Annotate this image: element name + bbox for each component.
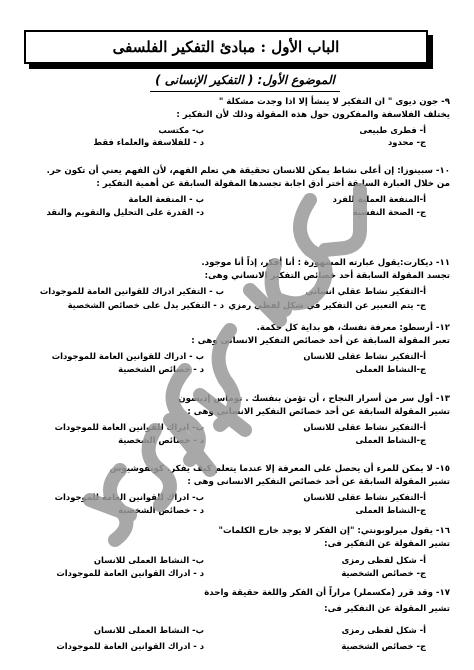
question-12-prompt: تعبر المقولة السابقة عن أحد خصائص التفكير الانسانى وهى : xyxy=(191,336,450,346)
question-16-prompt: تشير المقولة عن التفكير فى: xyxy=(324,539,450,549)
question-15-option-c: ج-النشاط العملى xyxy=(355,505,426,515)
question-11-prompt: تجسد المقولة السابقة أحد خصائص التفكير الانساني وهى: xyxy=(204,271,450,281)
question-13-prompt: تشير المقولة السابقة عن أحد خصائص التفكير الانسانى وهى : xyxy=(187,407,450,417)
question-11-option-a: أ-التفكير نشاط عقلي انساني xyxy=(305,286,426,296)
question-9-statement: ٩- جون ديوى " ان التفكير لا ينشأ إلا اذا وجدت مشكلة " xyxy=(218,97,450,107)
question-17-statement: ١٧- وقد قرر (مكسملر) مراراً أن الفكر واللغة حقيقة واحدة xyxy=(204,588,450,598)
question-15-statement: ١٥- لا يمكن للمرء أن يحصل على المعرفة إلا عندما يتعلم كيف يفكر. كونفوشيوس xyxy=(109,464,450,474)
question-12-statement: ١٢- أرسطو: معرفة نفسك، هو بداية كل حكمة. xyxy=(256,323,450,333)
question-17-prompt: تشير المقولة عن التفكير فى: xyxy=(324,604,450,614)
question-17-option-d: د - ادراك القوانين العامة للموجودات xyxy=(56,641,204,651)
question-16-option-c: ج- خصائص الشخصية xyxy=(341,568,426,578)
question-10-option-b: ب - المنفعة العامة xyxy=(128,194,204,204)
chapter-title-box xyxy=(24,30,428,64)
question-13-option-b: ب- ادراك للقوانين العامة للموجودات xyxy=(54,422,204,432)
question-9-option-a: أ- فطرى طبيعى xyxy=(359,125,426,135)
question-15-option-d: د - خصائص الشخصية xyxy=(118,505,204,515)
question-9-option-b: ب- مكتسب xyxy=(158,125,204,135)
question-13-option-d: د - خصائص الشخصية xyxy=(118,435,204,445)
question-17-option-b: ب- النشاط العملى للانسان xyxy=(93,625,204,635)
question-11-option-b: ب - التفكير ادراك للقوانين العامة للموجودات xyxy=(39,286,224,296)
question-11-statement: ١١- ديكارت:يقول عبارته المشهورة : أنا أفكر، إذاً أنا موجود. xyxy=(201,258,450,268)
question-16-option-b: ب- النشاط العملى للانسان xyxy=(93,555,204,565)
question-13-option-a: أ-التفكير نشاط عقلى للانسان xyxy=(303,422,426,432)
question-10-option-c: ج- الصحة النفسية xyxy=(352,207,426,217)
question-13-option-c: ج-النشاط العملى xyxy=(355,435,426,445)
question-12-option-b: ب - ادراك للقوانين العامة للموجودات xyxy=(51,351,204,361)
question-13-statement: ١٣- أول سر من أسرار النجاح ، أن تؤمن بنفسك . توماس إديسون xyxy=(178,394,450,404)
question-12-option-d: د - خصائص الشخصية xyxy=(118,364,204,374)
question-12-option-a: أ-التفكير نشاط عقلى للانسان xyxy=(303,351,426,361)
question-11-option-d: د - التفكير يدل على خصائص الشخصية xyxy=(67,300,224,310)
question-9-prompt: يختلف الفلاسفة والمفكرون حول هذه المقولة وذلك لأن التفكير : xyxy=(176,110,450,120)
question-10-statement: ١٠- سبينوزا: إن أعلى نشاط يمكن للانسان تحقيقة هي تعلم الفهم، لأن الفهم يعني أن تكون حر. xyxy=(46,166,450,176)
question-17-option-a: أ- شكل لفظى رمزى xyxy=(341,625,426,635)
question-10-prompt: من خلال العبارة السابقة أختر أدق اجابة تجسدها المقولة السابقة عن أهمية التفكير : xyxy=(96,179,450,189)
question-17-option-c: ج- خصائص الشخصية xyxy=(341,641,426,651)
question-10-option-d: د- القدرة على التحليل والتقويم والنقد xyxy=(46,207,204,217)
question-11-option-c: ج- يتم التعبير عن التفكير في شكل لفظي رمزي xyxy=(228,300,426,310)
question-16-option-a: أ- شكل لفظى رمزى xyxy=(341,555,426,565)
question-9-option-d: د - للفلاسفة والعلماء فقط xyxy=(93,137,204,147)
chapter-title: الباب الأول : مبادئ التفكير الفلسفى xyxy=(112,38,340,56)
topic-heading: الموضوع الأول: ( التفكير الإنسانى ) xyxy=(150,73,340,92)
question-9-option-c: ج- محدود xyxy=(388,137,426,147)
question-16-option-d: د - ادراك القوانين العامة للموجودات xyxy=(56,568,204,578)
question-15-option-a: أ-التفكير نشاط عقلى للانسان xyxy=(303,492,426,502)
question-16-statement: ١٦- يقول ميرلوبونتي: "إن الفكر لا يوجد خارج الكلمات" xyxy=(218,526,450,536)
question-10-option-a: أ-المنفعة العملية للفرد xyxy=(332,194,426,204)
question-12-option-c: ج-النشاط العملى xyxy=(355,364,426,374)
question-15-option-b: ب- ادراك للقوانين العامة للموجودات xyxy=(54,492,204,502)
question-15-prompt: تشير المقولة السابقة عن أحد خصائص التفكير الانسانى وهى : xyxy=(187,477,450,487)
